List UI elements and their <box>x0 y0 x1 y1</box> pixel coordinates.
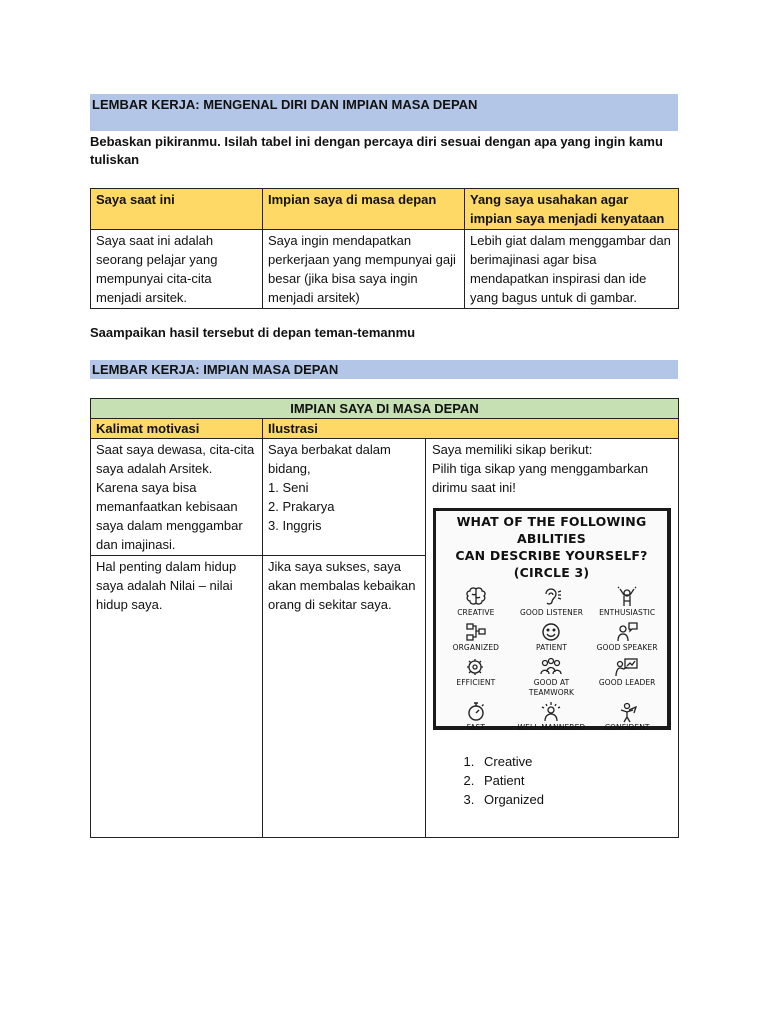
ability-label: EFFICIENT <box>456 678 496 687</box>
flowchart-icon <box>464 621 488 643</box>
cheering-person-icon <box>615 586 639 608</box>
list-item: 2. Patient <box>478 771 672 790</box>
sparkle-person-icon <box>539 701 563 723</box>
cell-future-dream: Saya ingin mendapatkan perkerjaan yang mempunyai gaji besar (jika bisa saya ingin menjadi arsitek) <box>263 230 465 309</box>
ability-label: ORGANIZED <box>452 643 500 652</box>
smiley-icon <box>539 621 563 643</box>
attitude-prompt: Pilih tiga sikap yang menggambarkan dirimu saat ini! <box>432 461 649 495</box>
ability-label: GOOD LEADER <box>598 678 656 687</box>
future-dream-table <box>90 398 679 838</box>
presentation-note: Saampaikan hasil tersebut di depan teman-temanmu <box>90 325 416 340</box>
motivation-cell-2: Hal penting dalam hidup saya adalah Nilai – nilai hidup saya. <box>91 556 263 838</box>
header-motivation: Kalimat motivasi <box>91 419 263 439</box>
ability-good-speaker <box>589 621 665 653</box>
talent-item: 1. Seni <box>268 480 309 495</box>
ability-label: GOOD AT TEAMWORK <box>528 678 575 697</box>
instructions-text: Bebaskan pikiranmu. Isilah tabel ini dengan percaya diri sesuai dengan apa yang ingin kamu tuliskan <box>90 134 663 167</box>
talent-cell <box>263 439 426 556</box>
header-illustration: Ilustrasi <box>263 419 679 439</box>
ability-label: FAST <box>466 723 486 732</box>
motivation-cell-1: Saat saya dewasa, cita-cita saya adalah Arsitek. Karena saya bisa memanfaatkan kebisaan saya dalam menggambar dan imajinasi. <box>91 439 263 556</box>
ability-efficient <box>438 656 514 698</box>
speaker-icon <box>615 621 639 643</box>
ability-enthusiastic <box>589 586 665 618</box>
ability-well-mannered <box>514 701 590 733</box>
header-effort: Yang saya usahakan agar impian saya menjadi kenyataan <box>465 189 679 230</box>
ability-good-leader <box>589 656 665 698</box>
ability-label: CREATIVE <box>457 608 495 617</box>
self-reflection-table <box>90 188 679 309</box>
attitude-intro: Saya memiliki sikap berikut: <box>432 442 593 457</box>
ability-label: PATIENT <box>535 643 567 652</box>
poster-title-line-2: CAN DESCRIBE YOURSELF? (CIRCLE 3) <box>455 548 648 580</box>
ability-label: CONFIDENT <box>604 723 650 732</box>
list-item: 3. Organized <box>478 790 672 809</box>
ability-patient <box>514 621 590 653</box>
success-cell: Jika saya sukses, saya akan membalas kebaikan orang di sekitar saya. <box>263 556 426 838</box>
team-icon <box>539 656 563 678</box>
ability-good-listener <box>514 586 590 618</box>
section-title-impian: LEMBAR KERJA: IMPIAN MASA DEPAN <box>90 360 678 379</box>
selected-attitudes-list <box>478 752 672 809</box>
talent-intro: Saya berbakat dalam bidang, <box>268 442 391 476</box>
ability-confident <box>589 701 665 733</box>
talent-item: 2. Prakarya <box>268 499 335 514</box>
attitude-cell <box>426 439 679 838</box>
brain-icon <box>464 586 488 608</box>
ability-organized <box>438 621 514 653</box>
list-item: 1. Creative <box>478 752 672 771</box>
ability-label: ENTHUSIASTIC <box>599 608 656 617</box>
cell-effort: Lebih giat dalam menggambar dan berimajinasi agar bisa mendapatkan inspirasi dan ide yang bagus untuk di gambar. <box>465 230 679 309</box>
ability-label: WELL-MANNERED <box>517 723 586 732</box>
stopwatch-icon <box>464 701 488 723</box>
poster-title <box>436 513 667 581</box>
ability-teamwork <box>514 656 590 698</box>
abilities-poster <box>433 508 671 730</box>
cell-current-self: Saya saat ini adalah seorang pelajar yang mempunyai cita-cita menjadi arsitek. <box>91 230 263 309</box>
header-current-self: Saya saat ini <box>91 189 263 230</box>
hero-icon <box>615 701 639 723</box>
presenter-icon <box>615 656 639 678</box>
ear-icon <box>539 586 563 608</box>
header-future-dream: Impian saya di masa depan <box>263 189 465 230</box>
poster-title-line-1: WHAT OF THE FOLLOWING ABILITIES <box>456 514 647 546</box>
section-title-mengenal-diri: LEMBAR KERJA: MENGENAL DIRI DAN IMPIAN MASA DEPAN <box>90 94 678 131</box>
gears-icon <box>464 656 488 678</box>
table-title: IMPIAN SAYA DI MASA DEPAN <box>91 399 679 419</box>
abilities-grid <box>436 586 667 733</box>
ability-label: GOOD SPEAKER <box>596 643 658 652</box>
talent-item: 3. Inggris <box>268 518 322 533</box>
ability-creative <box>438 586 514 618</box>
ability-label: GOOD LISTENER <box>519 608 584 617</box>
ability-fast <box>438 701 514 733</box>
